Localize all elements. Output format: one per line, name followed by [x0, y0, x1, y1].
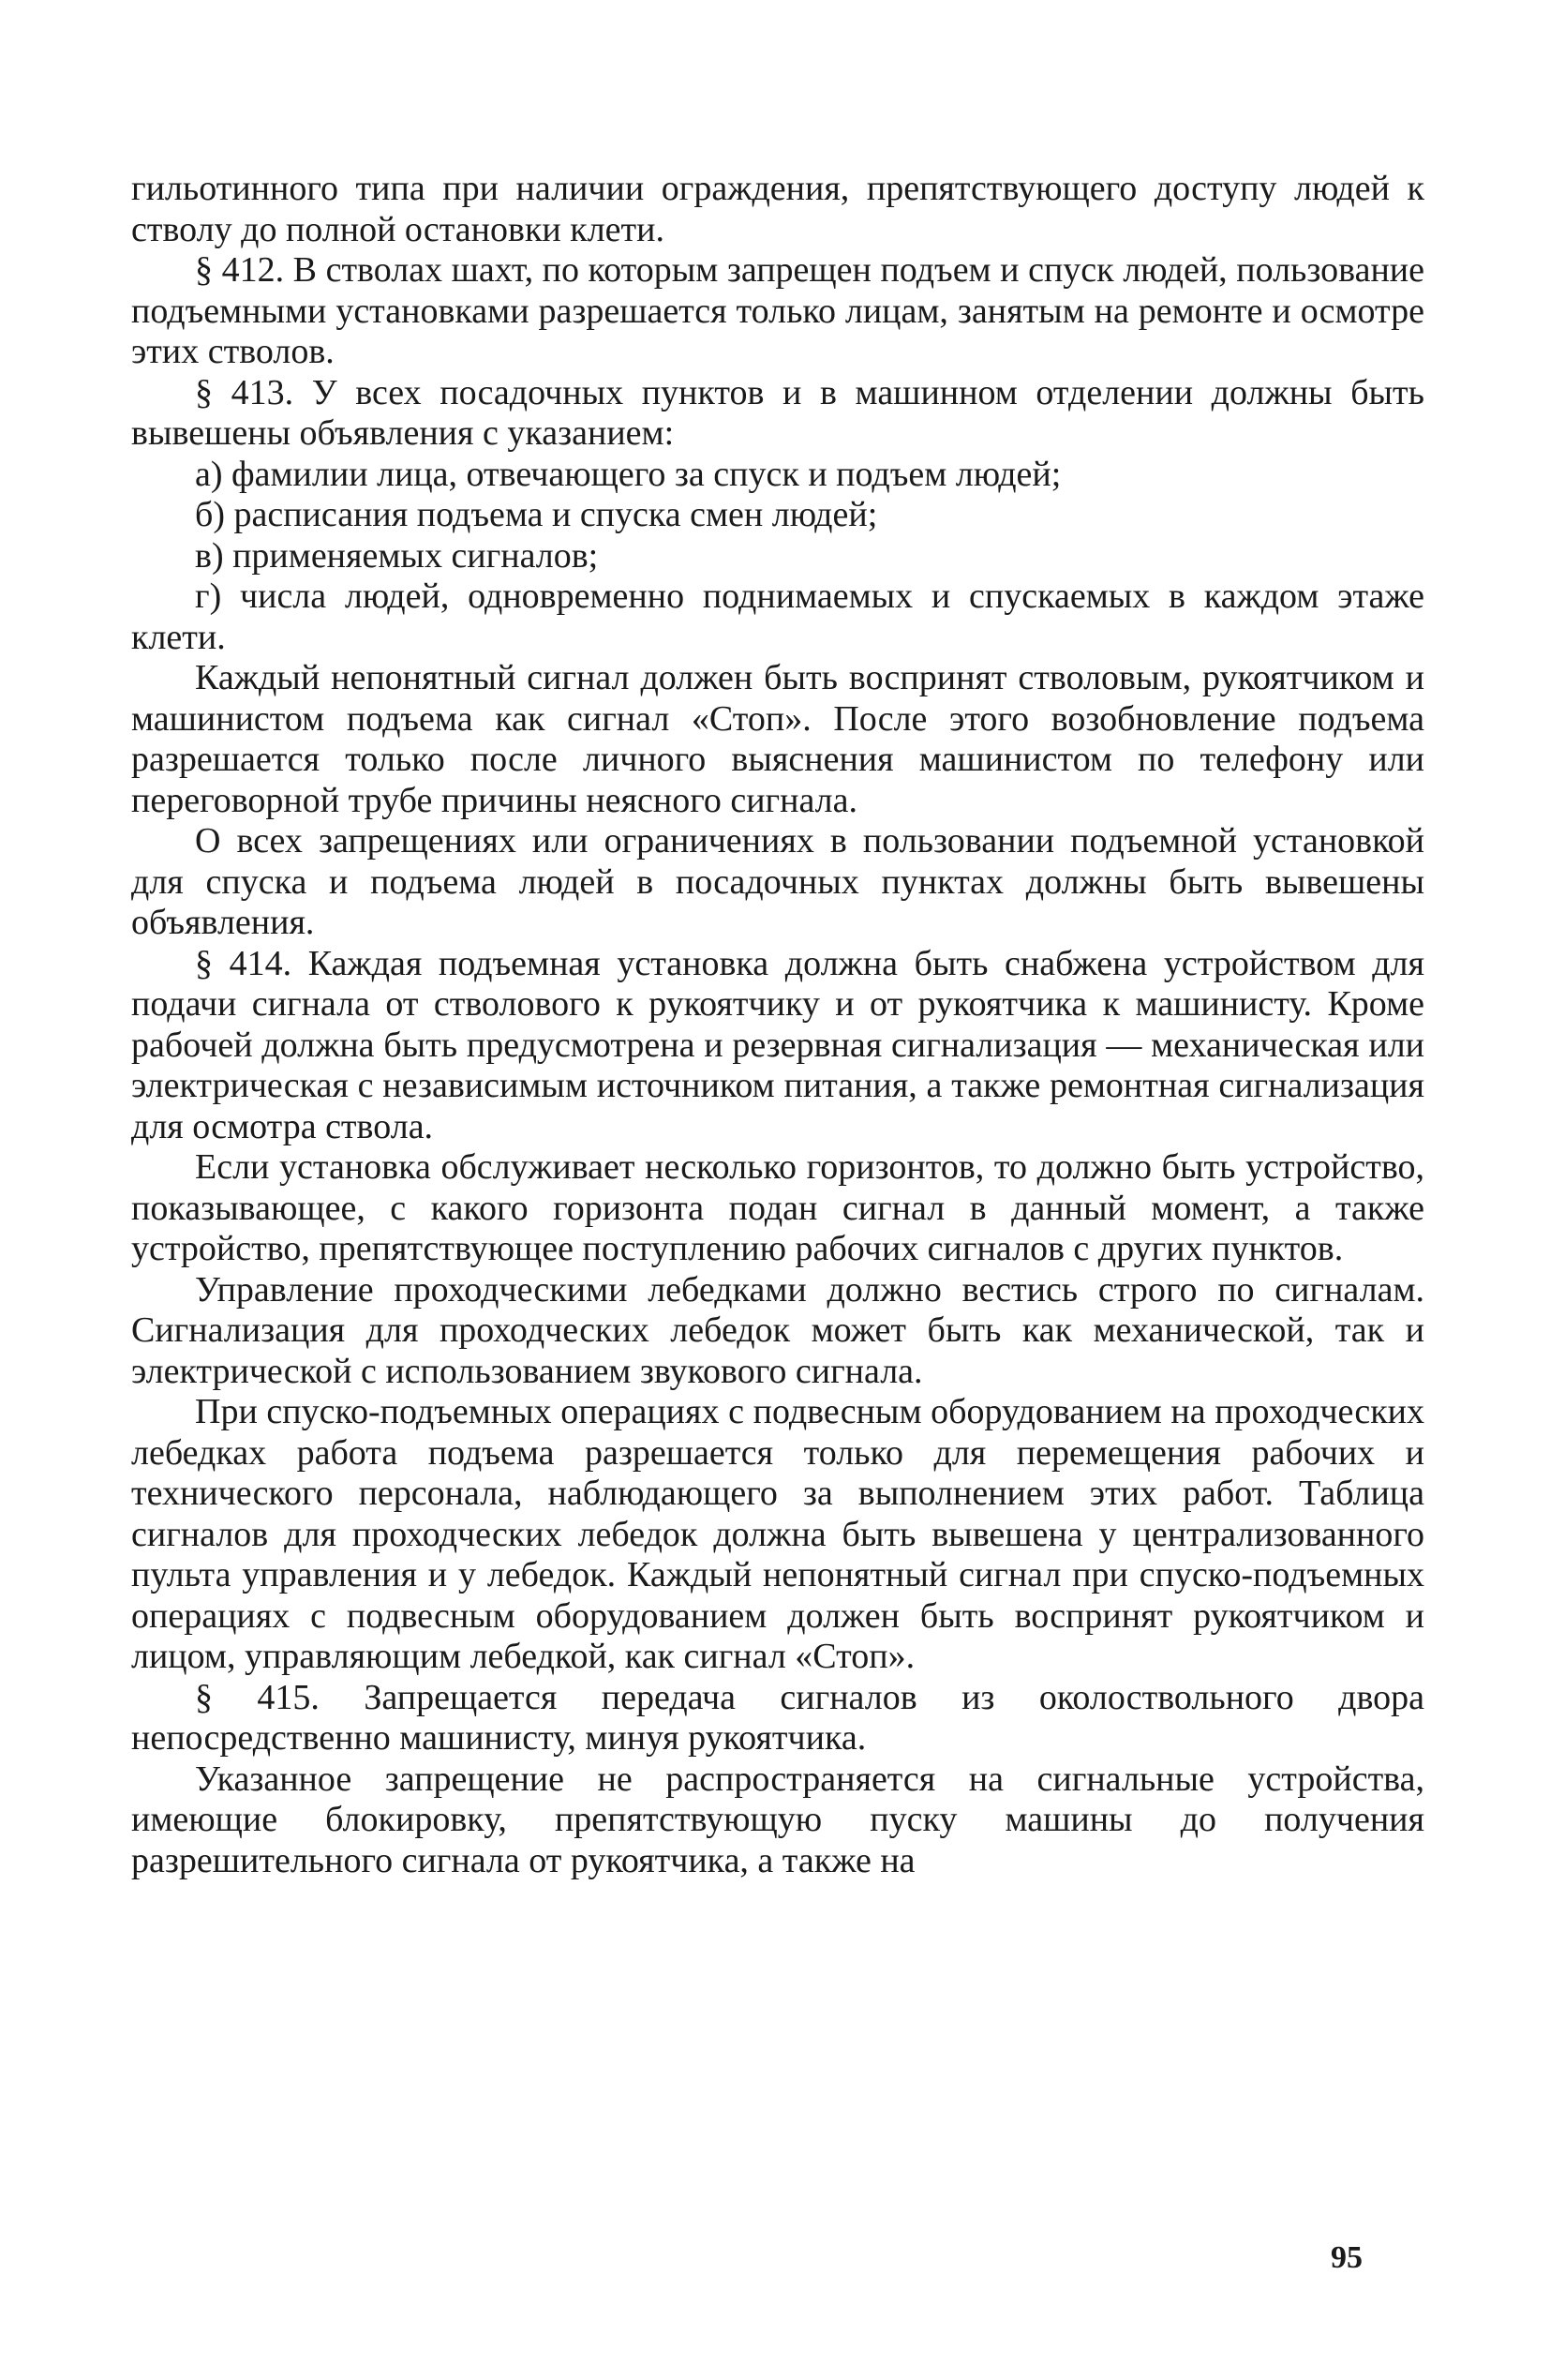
list-item-a: а) фамилии лица, отвечающего за спуск и подъем людей; — [195, 454, 1062, 494]
paragraph-section-415: § 415. Запрещается передача сигналов из околоствольного двора непосредственно машинисту, минуя рукоятчика. — [131, 1677, 1424, 1758]
paragraph-multiple-horizons: Если установка обслуживает несколько горизонтов, то должно быть устройство, показывающее, с какого горизонта подан сигнал в данный момент, а также устройство, препятствующее поступлению рабочих сигналов с других пунктов. — [131, 1147, 1424, 1268]
paragraph-continuation: гильотинного типа при наличии ограждения, препятствующего доступу людей к стволу до полной остановки клети. — [131, 169, 1424, 249]
paragraph-section-413: § 413. У всех посадочных пунктов и в машинном отделении должны быть вывешены объявления с указанием: — [131, 372, 1424, 453]
paragraph-unclear-signal: Каждый непонятный сигнал должен быть воспринят стволовым, рукоятчиком и машинистом подъема как сигнал «Стоп». После этого возобновление подъема разрешается только после личного выяснения машинистом по телефону или переговорной трубе причины неясного сигнала. — [131, 658, 1424, 820]
paragraph-section-414: § 414. Каждая подъемная установка должна быть снабжена устройством для подачи сигнала от стволового к рукоятчику и от рукоятчика к машинисту. Кроме рабочей должна быть предусмотрена и резервная сигнализация — механическая или электрическая с независимым источником питания, а также ремонтная сигнализация для осмотра ствола. — [131, 943, 1424, 1146]
document-page — [131, 169, 1424, 2325]
list-item-b: б) расписания подъема и спуска смен людей; — [195, 495, 878, 534]
paragraph-winch-control: Управление проходческими лебедками должно вестись строго по сигналам. Сигнализация для проходческих лебедок может быть как механической, так и электрической с использованием звукового сигнала. — [131, 1269, 1424, 1391]
paragraph-section-412: § 412. В стволах шахт, по которым запрещен подъем и спуск людей, пользование подъемными установками разрешается только лицам, занятым на ремонте и осмотре этих стволов. — [131, 250, 1424, 371]
paragraph-hoisting-operations: При спуско-подъемных операциях с подвесным оборудованием на проходческих лебедках работа подъема разрешается только для перемещения рабочих и технического персонала, наблюдающего за выполнением этих работ. Таблица сигналов для проходческих лебедок должна быть вывешена у централизованного пульта управления и у лебедок. Каждый непонятный сигнал при спуско-подъемных операциях с подвесным оборудованием должен быть воспринят рукоятчиком и лицом, управляющим лебедкой, как сигнал «Стоп». — [131, 1392, 1424, 1676]
paragraph-restrictions: О всех запрещениях или ограничениях в пользовании подъемной установкой для спуска и подъема людей в посадочных пунктах должны быть вывешены объявления. — [131, 821, 1424, 942]
list-item-v: в) применяемых сигналов; — [195, 535, 599, 576]
page-number: 95 — [1331, 2240, 1363, 2275]
paragraph-exception: Указанное запрещение не распространяется на сигнальные устройства, имеющие блокировку, препятствующую пуску машины до получения разрешительного сигнала от рукоятчика, а также на — [131, 1759, 1424, 1880]
list-item-g: г) числа людей, одновременно поднимаемых и спускаемых в каждом этаже клети. — [131, 576, 1424, 657]
